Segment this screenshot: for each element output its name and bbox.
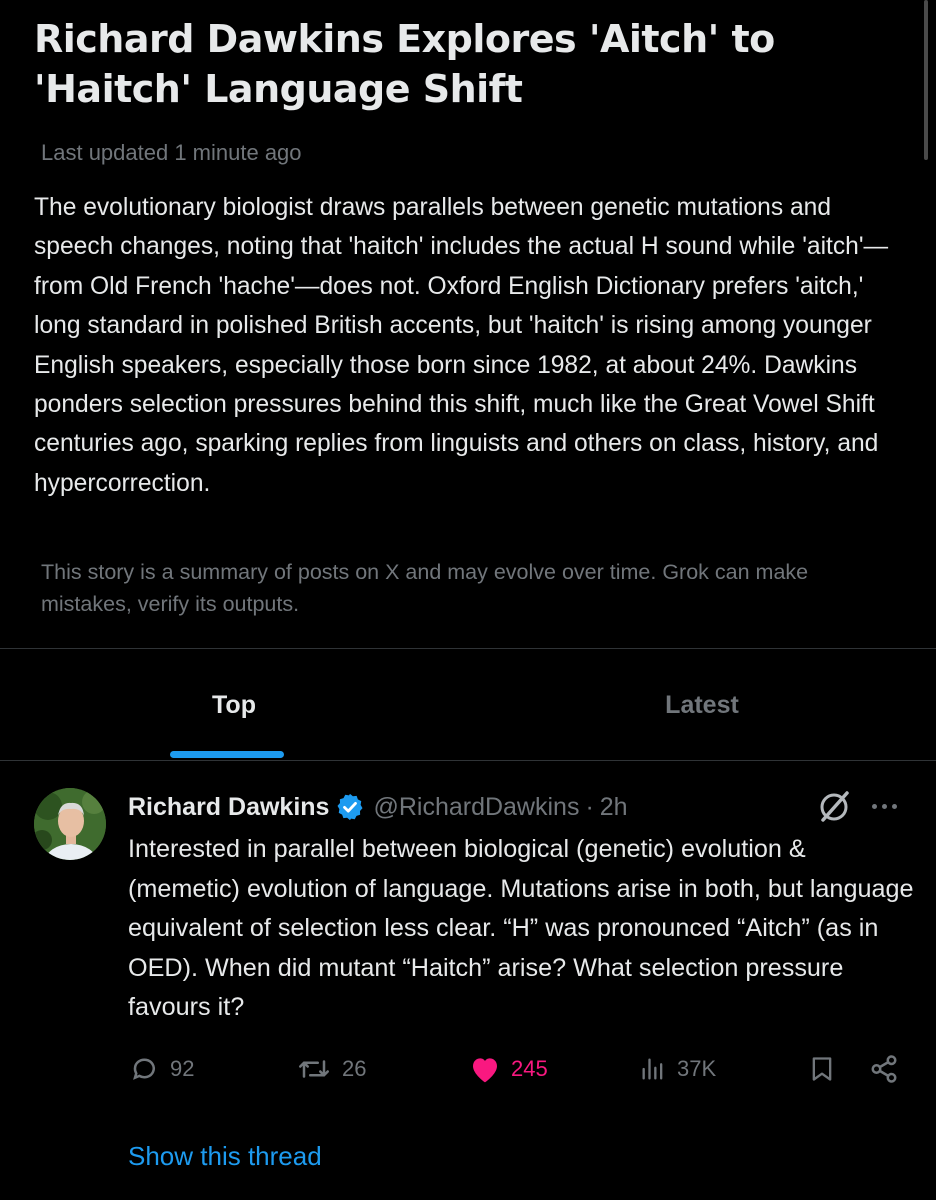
post-text: Interested in parallel between biological (genetic) evolution & (memetic) evolution of language. Mutations arise in both, but language equivalent of selection less clear. “H” was pronounced “Aitch” (as in OED). When did mutant “Haitch” arise? What selection pressure favours it? [128,835,921,1021]
grok-disclaimer: This story is a summary of posts on X and may evolve over time. Grok can make mistakes, verify its outputs. [41,560,809,616]
post[interactable] [0,761,936,1200]
heart-icon [469,1054,501,1084]
post-timestamp[interactable]: 2h [599,792,628,821]
separator-dot: · [585,792,594,821]
post-actions [0,1047,936,1091]
share-button[interactable] [868,1047,900,1091]
share-icon [868,1054,900,1084]
view-count: 37K [677,1056,717,1081]
bookmark-icon [808,1054,836,1084]
reply-button[interactable] [130,1047,194,1091]
post-header [128,789,628,825]
repost-button[interactable] [296,1047,366,1091]
views-button[interactable] [639,1047,716,1091]
verified-badge-icon [335,792,365,822]
tab-top[interactable]: Top [212,690,256,719]
avatar[interactable] [34,788,106,860]
story-title: Richard Dawkins Explores 'Aitch' to 'Haitch' Language Shift [34,17,775,111]
views-icon [639,1054,667,1084]
story-summary-text: The evolutionary biologist draws parallels between genetic mutations and speech changes, noting that 'haitch' includes the actual H sound while 'aitch'—from Old French 'hache'—does not. Oxford English Dictionary prefers 'aitch,' long standard in polished British accents, but 'haitch' is rising among younger English speakers, especially those born since 1982, at about 24%. Dawkins ponders selection pressures behind this shift, much like the Great Vowel Shift centuries ago, sparking replies from linguists and others on class, history, and hypercorrection. [34,194,889,497]
reply-icon [130,1054,160,1084]
repost-count: 26 [342,1056,367,1081]
like-button[interactable] [469,1047,548,1091]
author-handle[interactable]: @RichardDawkins [373,792,580,821]
tab-latest[interactable]: Latest [665,690,739,719]
repost-icon [296,1054,332,1084]
like-count: 245 [511,1056,548,1081]
reply-count: 92 [170,1056,195,1081]
bookmark-button[interactable] [808,1047,836,1091]
active-tab-indicator [170,751,284,758]
more-options-icon[interactable] [866,791,902,821]
show-thread-link[interactable]: Show this thread [128,1141,322,1171]
scrollbar[interactable] [924,0,928,160]
grok-icon[interactable] [814,787,854,827]
last-updated-label: Last updated 1 minute ago [41,140,302,165]
author-name[interactable]: Richard Dawkins [128,792,330,821]
tab-bar [0,649,936,761]
